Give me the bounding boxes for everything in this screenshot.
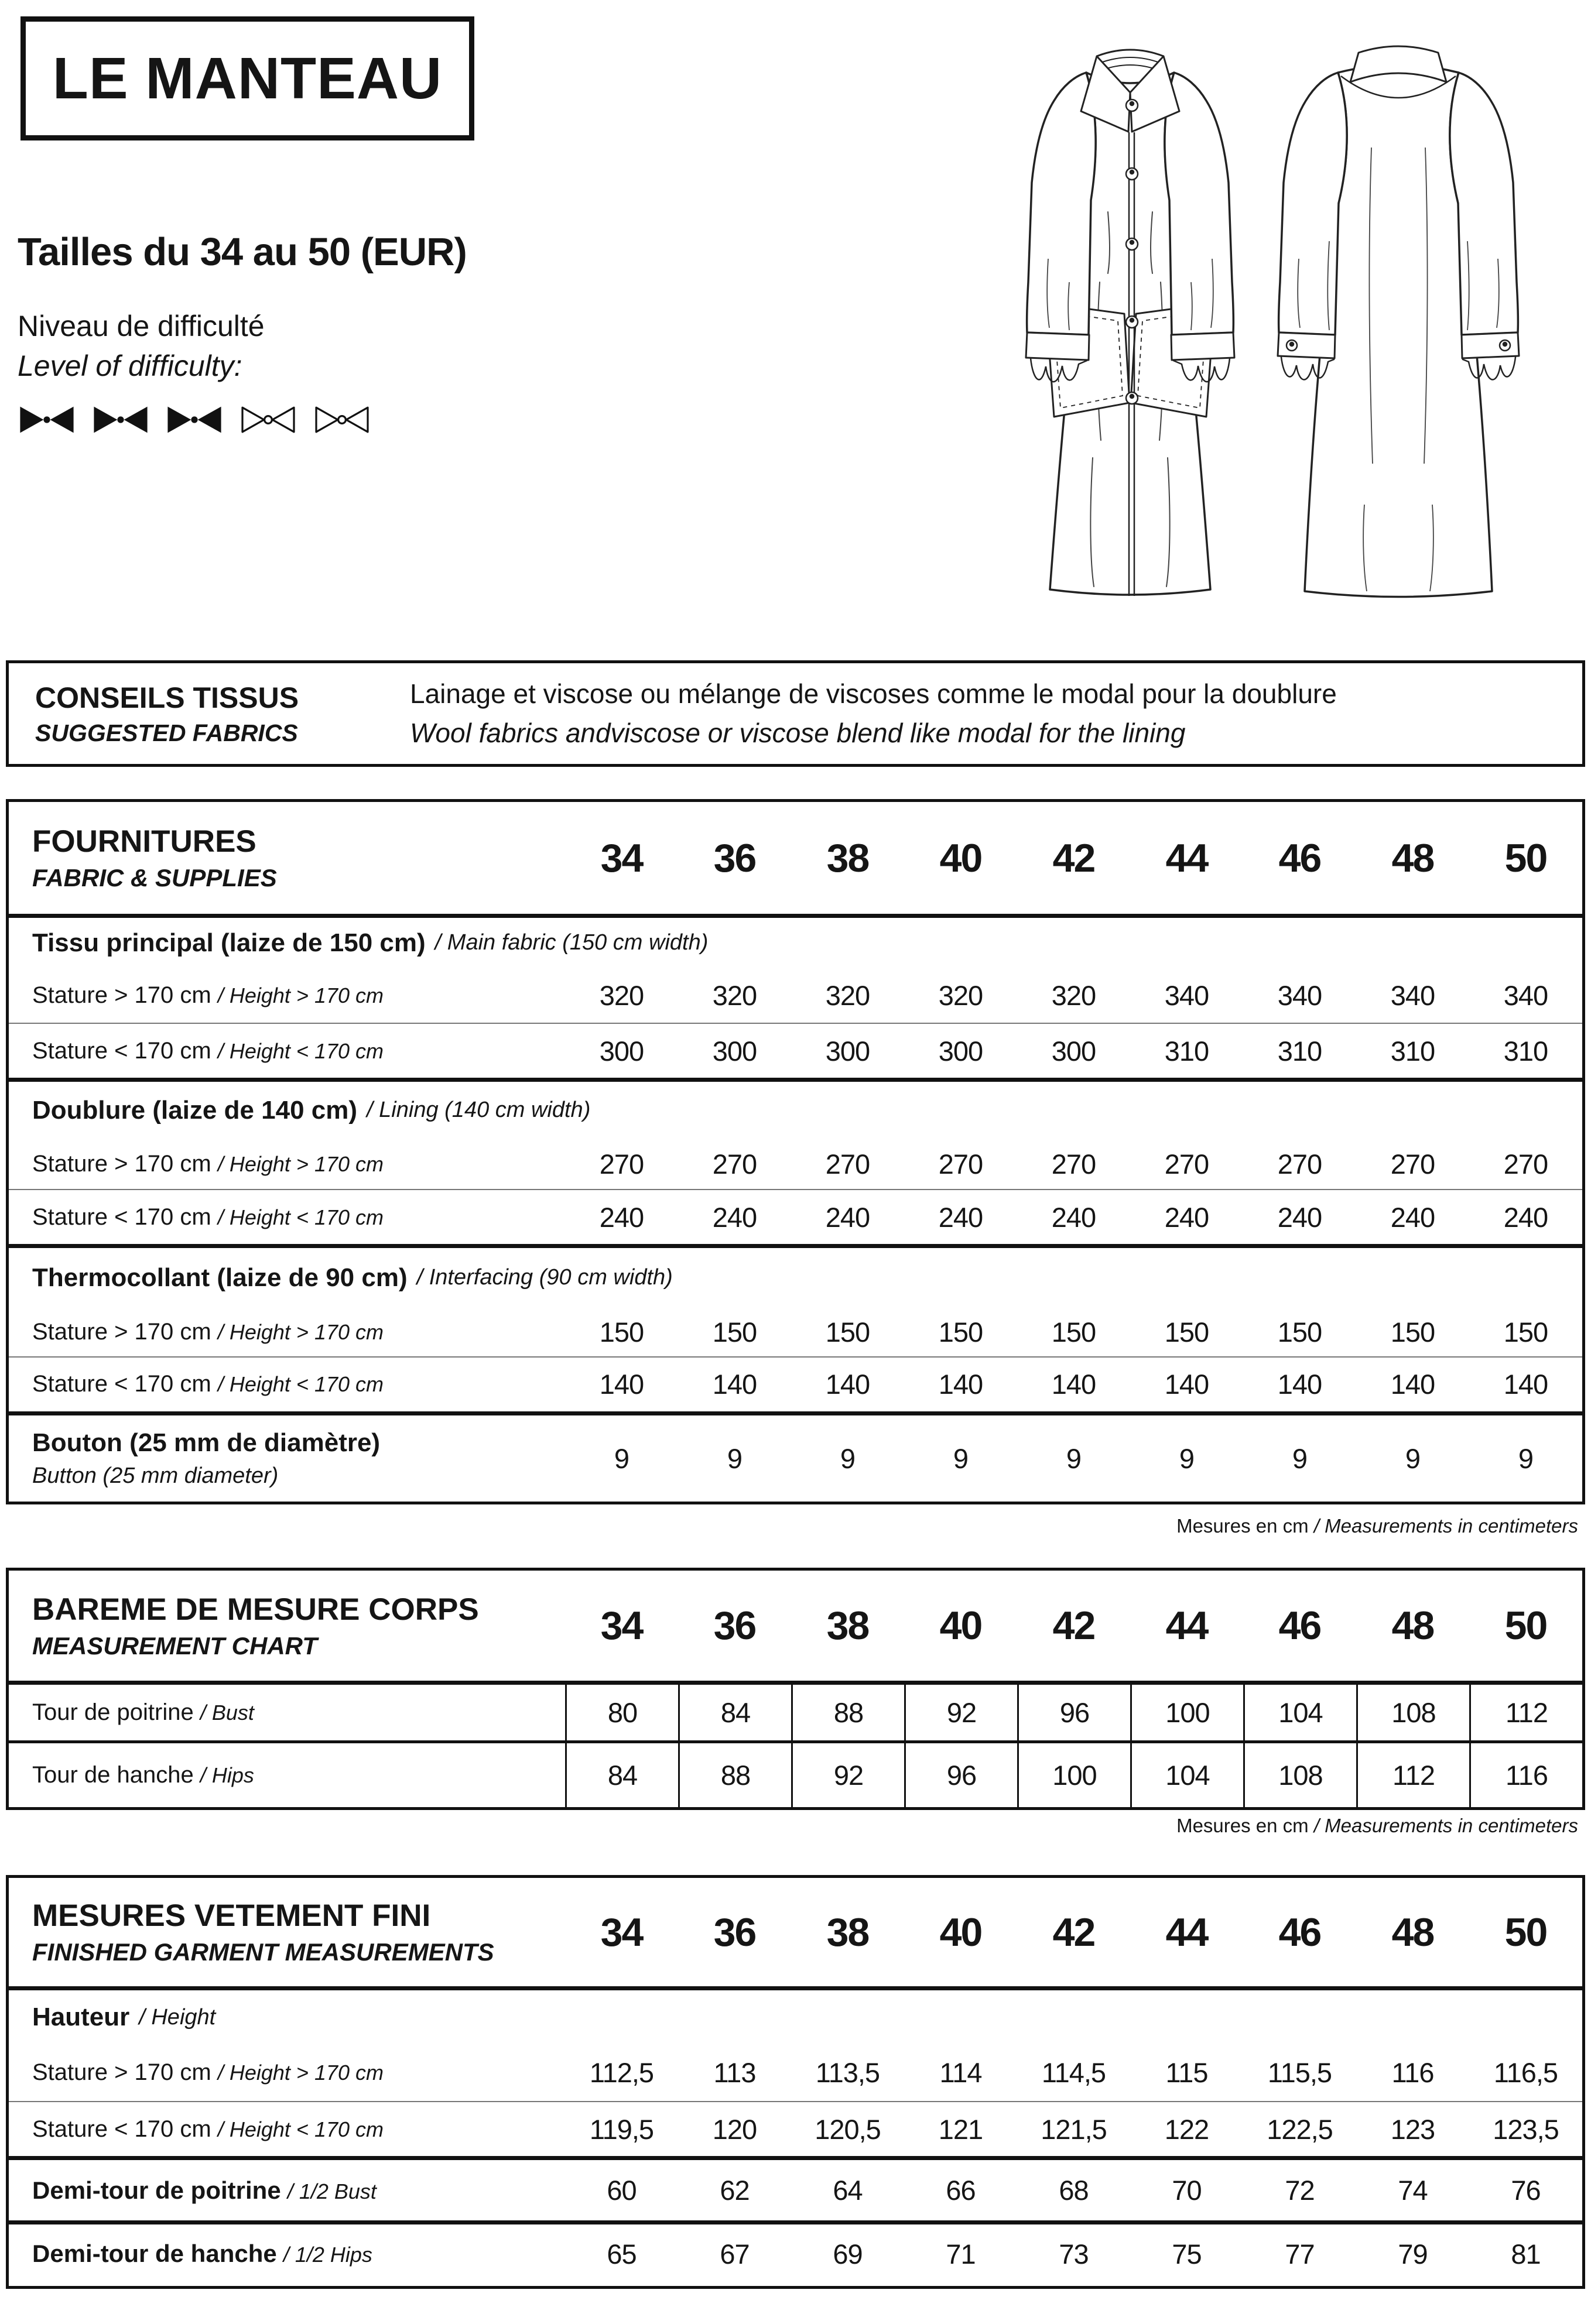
- measurement-cell: 70: [1172, 2175, 1202, 2206]
- quantity-cell: 9: [614, 1442, 629, 1474]
- measurement-cell: 122,5: [1267, 2113, 1333, 2145]
- measurement-cell: 66: [946, 2175, 976, 2206]
- quantity-cell: 300: [712, 1035, 757, 1067]
- difficulty-bowtie-filled-icon: [164, 403, 225, 437]
- body-measurement-table: [6, 1568, 1585, 1810]
- size-header-cell: 44: [1165, 1910, 1208, 1955]
- section-lining: Doublure (laize de 140 cm) / Lining (140 cm width): [32, 1095, 591, 1125]
- table-row: Stature < 170 cm / Height < 170 cm 119,5 120 120,5 121 121,5 122 122,5 123 123,5: [9, 2102, 1582, 2156]
- measurement-cell: 104: [1243, 1685, 1356, 1740]
- size-header-cell: 38: [826, 835, 869, 880]
- divider: [9, 2156, 1582, 2160]
- back-left-sleeve: [1279, 73, 1347, 335]
- measurement-cell: 96: [1017, 1685, 1130, 1740]
- measurement-cell: 120: [712, 2113, 757, 2145]
- fabrics-box-titles: [9, 681, 410, 747]
- quantity-cell: 9: [1292, 1442, 1308, 1474]
- quantity-cell: 270: [1164, 1148, 1209, 1180]
- measurement-cell: 121,5: [1041, 2113, 1107, 2145]
- size-header-cell: 36: [713, 1910, 756, 1955]
- measurement-cell: 74: [1398, 2175, 1428, 2206]
- units-note: Mesures en cm / Measurements in centimeters: [1176, 1815, 1578, 1836]
- body-chart-title-en: MEASUREMENT CHART: [32, 1631, 317, 1660]
- bust-row: Tour de poitrine / Bust 80 84 88 92 96 100 104 108 112: [9, 1685, 1582, 1740]
- fabrics-text-fr: Lainage et viscose ou mélange de viscoses comme le modal pour la doublure: [410, 678, 1337, 709]
- hips-row: Tour de hanche / Hips 84 88 92 96 100 104 108 112 116: [9, 1743, 1582, 1807]
- title-box: [20, 16, 474, 140]
- measurement-cell: 113: [713, 2057, 756, 2088]
- quantity-cell: 270: [1503, 1148, 1548, 1180]
- measurement-cell: 112: [1356, 1743, 1469, 1807]
- divider: [9, 1411, 1582, 1415]
- quantity-cell: 9: [1066, 1442, 1082, 1474]
- measurement-cell: 100: [1130, 1685, 1243, 1740]
- measurement-cell: 123: [1390, 2113, 1435, 2145]
- size-header-cell: 34: [600, 835, 643, 880]
- quantity-cell: 9: [1405, 1442, 1421, 1474]
- quantity-cell: 340: [1164, 980, 1209, 1012]
- measurement-cell: 114,5: [1041, 2057, 1106, 2088]
- measurement-cell: 67: [720, 2238, 750, 2270]
- garment-chart-title-en: FINISHED GARMENT MEASUREMENTS: [32, 1938, 494, 1966]
- measurement-cell: 77: [1285, 2238, 1315, 2270]
- quantity-cell: 300: [825, 1035, 870, 1067]
- size-header-row: [565, 1603, 1582, 1648]
- units-note: Mesures en cm / Measurements in centimeters: [1176, 1515, 1578, 1537]
- quantity-cell: 270: [1390, 1148, 1435, 1180]
- measurement-cell: 79: [1398, 2238, 1428, 2270]
- quantity-cell: 240: [1051, 1201, 1096, 1233]
- size-header-cell: 40: [939, 1603, 982, 1648]
- fabrics-title-en: SUGGESTED FABRICS: [35, 719, 298, 746]
- size-header-row: [565, 835, 1582, 881]
- size-header-cell: 50: [1504, 1910, 1547, 1955]
- quantity-cell: 310: [1164, 1035, 1209, 1067]
- size-header-cell: 44: [1165, 1603, 1208, 1648]
- quantity-cell: 270: [1051, 1148, 1096, 1180]
- quantity-cell: 150: [938, 1316, 983, 1348]
- quantity-cell: 240: [1277, 1201, 1322, 1233]
- measurement-cell: 76: [1511, 2175, 1541, 2206]
- quantity-cell: 240: [825, 1201, 870, 1233]
- fabrics-box-text: [410, 674, 1582, 752]
- measurement-cell: 92: [791, 1743, 904, 1807]
- size-header-cell: 36: [713, 835, 756, 880]
- quantity-cell: 320: [599, 980, 644, 1012]
- quantity-cell: 300: [1051, 1035, 1096, 1067]
- supplies-title-fr: FOURNITURES: [32, 824, 256, 859]
- table-row: Stature > 170 cm / Height > 170 cm 112,5 113 113,5 114 114,5 115 115,5 116 116,5: [9, 2044, 1582, 2101]
- difficulty-bowtie-outline-icon: [312, 403, 372, 437]
- measurement-cell: 121: [938, 2113, 983, 2145]
- finished-garment-header: [9, 1878, 1582, 1986]
- quantity-cell: 150: [1503, 1316, 1548, 1348]
- supplies-title-en: FABRIC & SUPPLIES: [32, 864, 277, 892]
- measurement-cell: 92: [904, 1685, 1017, 1740]
- body-chart-title-fr: BAREME DE MESURE CORPS: [32, 1592, 479, 1627]
- quantity-cell: 150: [712, 1316, 757, 1348]
- quantity-cell: 150: [1051, 1316, 1096, 1348]
- size-header-cell: 42: [1052, 1910, 1095, 1955]
- difficulty-label-en: Level of difficulty:: [18, 349, 242, 382]
- quantity-cell: 9: [953, 1442, 969, 1474]
- divider: [9, 1244, 1582, 1248]
- measurement-cell: 88: [791, 1685, 904, 1740]
- size-header-cell: 46: [1278, 1603, 1321, 1648]
- quantity-cell: 9: [1518, 1442, 1534, 1474]
- quantity-cell: 240: [1503, 1201, 1548, 1233]
- quantity-cell: 270: [599, 1148, 644, 1180]
- garment-chart-title-fr: MESURES VETEMENT FINI: [32, 1898, 431, 1933]
- back-right-sleeve: [1450, 73, 1518, 335]
- half-bust-row: Demi-tour de poitrine / 1/2 Bust 60 62 64 66 68 70 72 74 76: [9, 2160, 1582, 2220]
- measurement-cell: 116: [1391, 2057, 1434, 2088]
- supplies-table: [6, 799, 1585, 1504]
- quantity-cell: 150: [825, 1316, 870, 1348]
- measurement-cell: 116: [1469, 1743, 1582, 1807]
- quantity-cell: 140: [1503, 1369, 1548, 1400]
- size-header-row: [565, 1910, 1582, 1955]
- fabrics-text-en: Wool fabrics andviscose or viscose blend like modal for the lining: [410, 718, 1186, 748]
- divider: [9, 914, 1582, 918]
- quantity-cell: 240: [712, 1201, 757, 1233]
- quantity-cell: 9: [1179, 1442, 1195, 1474]
- quantity-cell: 340: [1503, 980, 1548, 1012]
- quantity-cell: 320: [1051, 980, 1096, 1012]
- size-header-cell: 38: [826, 1603, 869, 1648]
- divider: [9, 2220, 1582, 2224]
- quantity-cell: 9: [727, 1442, 743, 1474]
- quantity-cell: 150: [1390, 1316, 1435, 1348]
- quantity-cell: 150: [599, 1316, 644, 1348]
- quantity-cell: 140: [599, 1369, 644, 1400]
- size-header-cell: 34: [600, 1603, 643, 1648]
- front-left-cuff: [1026, 333, 1089, 360]
- measurement-cell: 120,5: [815, 2113, 881, 2145]
- measurement-cell: 123,5: [1493, 2113, 1559, 2145]
- size-header-cell: 38: [826, 1910, 869, 1955]
- measurement-cell: 108: [1356, 1685, 1469, 1740]
- size-header-cell: 42: [1052, 835, 1095, 880]
- difficulty-bowtie-filled-icon: [90, 403, 151, 437]
- table-row: Stature > 170 cm / Height > 170 cm 150 150 150 150 150 150 150 150 150: [9, 1307, 1582, 1356]
- supplies-table-header: [9, 802, 1582, 914]
- quantity-cell: 270: [938, 1148, 983, 1180]
- quantity-cell: 240: [1164, 1201, 1209, 1233]
- size-header-cell: 50: [1504, 1603, 1547, 1648]
- measurement-cell: 75: [1172, 2238, 1202, 2270]
- measurement-cell: 114: [939, 2057, 982, 2088]
- section-main-fabric: Tissu principal (laize de 150 cm) / Main fabric (150 cm width): [32, 928, 709, 957]
- quantity-cell: 140: [938, 1369, 983, 1400]
- size-header-cell: 40: [939, 835, 982, 880]
- measurement-cell: 115,5: [1267, 2057, 1332, 2088]
- measurement-cell: 88: [678, 1743, 791, 1807]
- quantity-cell: 140: [1164, 1369, 1209, 1400]
- measurement-cell: 72: [1285, 2175, 1315, 2206]
- measurement-cell: 96: [904, 1743, 1017, 1807]
- table-row: Stature < 170 cm / Height < 170 cm 240 240 240 240 240 240 240 240 240: [9, 1190, 1582, 1244]
- section-interfacing: Thermocollant (laize de 90 cm) / Interfacing (90 cm width): [32, 1263, 673, 1292]
- size-header-cell: 46: [1278, 835, 1321, 880]
- measurement-cell: 112,5: [589, 2057, 654, 2088]
- quantity-cell: 270: [1277, 1148, 1322, 1180]
- quantity-cell: 9: [840, 1442, 856, 1474]
- table-row: Stature < 170 cm / Height < 170 cm 300 300 300 300 300 310 310 310 310: [9, 1024, 1582, 1078]
- body-measurement-header: [9, 1571, 1582, 1681]
- measurement-cell: 122: [1164, 2113, 1209, 2145]
- quantity-cell: 240: [938, 1201, 983, 1233]
- divider: [9, 1078, 1582, 1082]
- measurement-cell: 104: [1130, 1743, 1243, 1807]
- button-row: Bouton (25 mm de diamètre) Button (25 mm diameter) 9 9 9 9 9 9 9 9 9: [9, 1415, 1582, 1502]
- quantity-cell: 310: [1503, 1035, 1548, 1067]
- measurement-cell: 80: [565, 1685, 678, 1740]
- divider: [9, 1986, 1582, 1990]
- divider: [9, 1681, 1582, 1685]
- quantity-cell: 320: [825, 980, 870, 1012]
- size-header-cell: 36: [713, 1603, 756, 1648]
- measurement-cell: 65: [607, 2238, 637, 2270]
- size-header-cell: 34: [600, 1910, 643, 1955]
- finished-garment-table: [6, 1875, 1585, 2289]
- size-header-cell: 44: [1165, 835, 1208, 880]
- quantity-cell: 140: [712, 1369, 757, 1400]
- measurement-cell: 68: [1059, 2175, 1089, 2206]
- difficulty-label-fr: Niveau de difficulté: [18, 310, 265, 342]
- size-header-cell: 40: [939, 1910, 982, 1955]
- quantity-cell: 300: [599, 1035, 644, 1067]
- size-header-cell: 46: [1278, 1910, 1321, 1955]
- quantity-cell: 300: [938, 1035, 983, 1067]
- difficulty-rating: [16, 403, 372, 437]
- measurement-cell: 112: [1469, 1685, 1582, 1740]
- quantity-cell: 140: [1051, 1369, 1096, 1400]
- measurement-cell: 81: [1511, 2238, 1541, 2270]
- measurement-cell: 60: [607, 2175, 637, 2206]
- quantity-cell: 310: [1390, 1035, 1435, 1067]
- quantity-cell: 340: [1277, 980, 1322, 1012]
- measurement-cell: 84: [565, 1743, 678, 1807]
- table-row: Stature > 170 cm / Height > 170 cm 270 270 270 270 270 270 270 270 270: [9, 1139, 1582, 1190]
- measurement-cell: 64: [833, 2175, 863, 2206]
- quantity-cell: 320: [938, 980, 983, 1012]
- quantity-cell: 150: [1164, 1316, 1209, 1348]
- half-hips-row: Demi-tour de hanche / 1/2 Hips 65 67 69 71 73 75 77 79 81: [9, 2224, 1582, 2283]
- measurement-cell: 115: [1165, 2057, 1208, 2088]
- suggested-fabrics-box: [6, 660, 1585, 767]
- quantity-cell: 320: [712, 980, 757, 1012]
- quantity-cell: 140: [1277, 1369, 1322, 1400]
- quantity-cell: 140: [1390, 1369, 1435, 1400]
- measurement-cell: 113,5: [815, 2057, 880, 2088]
- measurement-cell: 62: [720, 2175, 750, 2206]
- page-title: LE MANTEAU: [52, 45, 443, 111]
- difficulty-bowtie-filled-icon: [16, 403, 77, 437]
- quantity-cell: 340: [1390, 980, 1435, 1012]
- quantity-cell: 240: [599, 1201, 644, 1233]
- table-row: Stature < 170 cm / Height < 170 cm 140 140 140 140 140 140 140 140 140: [9, 1358, 1582, 1411]
- measurement-cell: 84: [678, 1685, 791, 1740]
- measurement-cell: 116,5: [1493, 2057, 1558, 2088]
- measurement-cell: 100: [1017, 1743, 1130, 1807]
- size-header-cell: 48: [1391, 835, 1434, 880]
- section-height: Hauteur / Height: [32, 2003, 216, 2031]
- size-header-cell: 48: [1391, 1603, 1434, 1648]
- quantity-cell: 240: [1390, 1201, 1435, 1233]
- quantity-cell: 150: [1277, 1316, 1322, 1348]
- quantity-cell: 270: [712, 1148, 757, 1180]
- measurement-cell: 73: [1059, 2238, 1089, 2270]
- fabrics-title-fr: CONSEILS TISSUS: [35, 681, 299, 714]
- size-range-line: Tailles du 34 au 50 (EUR): [18, 230, 467, 274]
- table-row: Stature > 170 cm / Height > 170 cm 320 320 320 320 320 340 340 340 340: [9, 968, 1582, 1023]
- difficulty-bowtie-outline-icon: [238, 403, 299, 437]
- measurement-cell: 108: [1243, 1743, 1356, 1807]
- measurement-cell: 69: [833, 2238, 863, 2270]
- size-header-cell: 50: [1504, 835, 1547, 880]
- size-header-cell: 48: [1391, 1910, 1434, 1955]
- measurement-cell: 71: [946, 2238, 976, 2270]
- coat-technical-drawing: [954, 7, 1528, 619]
- measurement-cell: 119,5: [589, 2113, 654, 2145]
- quantity-cell: 310: [1277, 1035, 1322, 1067]
- quantity-cell: 270: [825, 1148, 870, 1180]
- size-header-cell: 42: [1052, 1603, 1095, 1648]
- front-right-cuff: [1171, 333, 1234, 360]
- quantity-cell: 140: [825, 1369, 870, 1400]
